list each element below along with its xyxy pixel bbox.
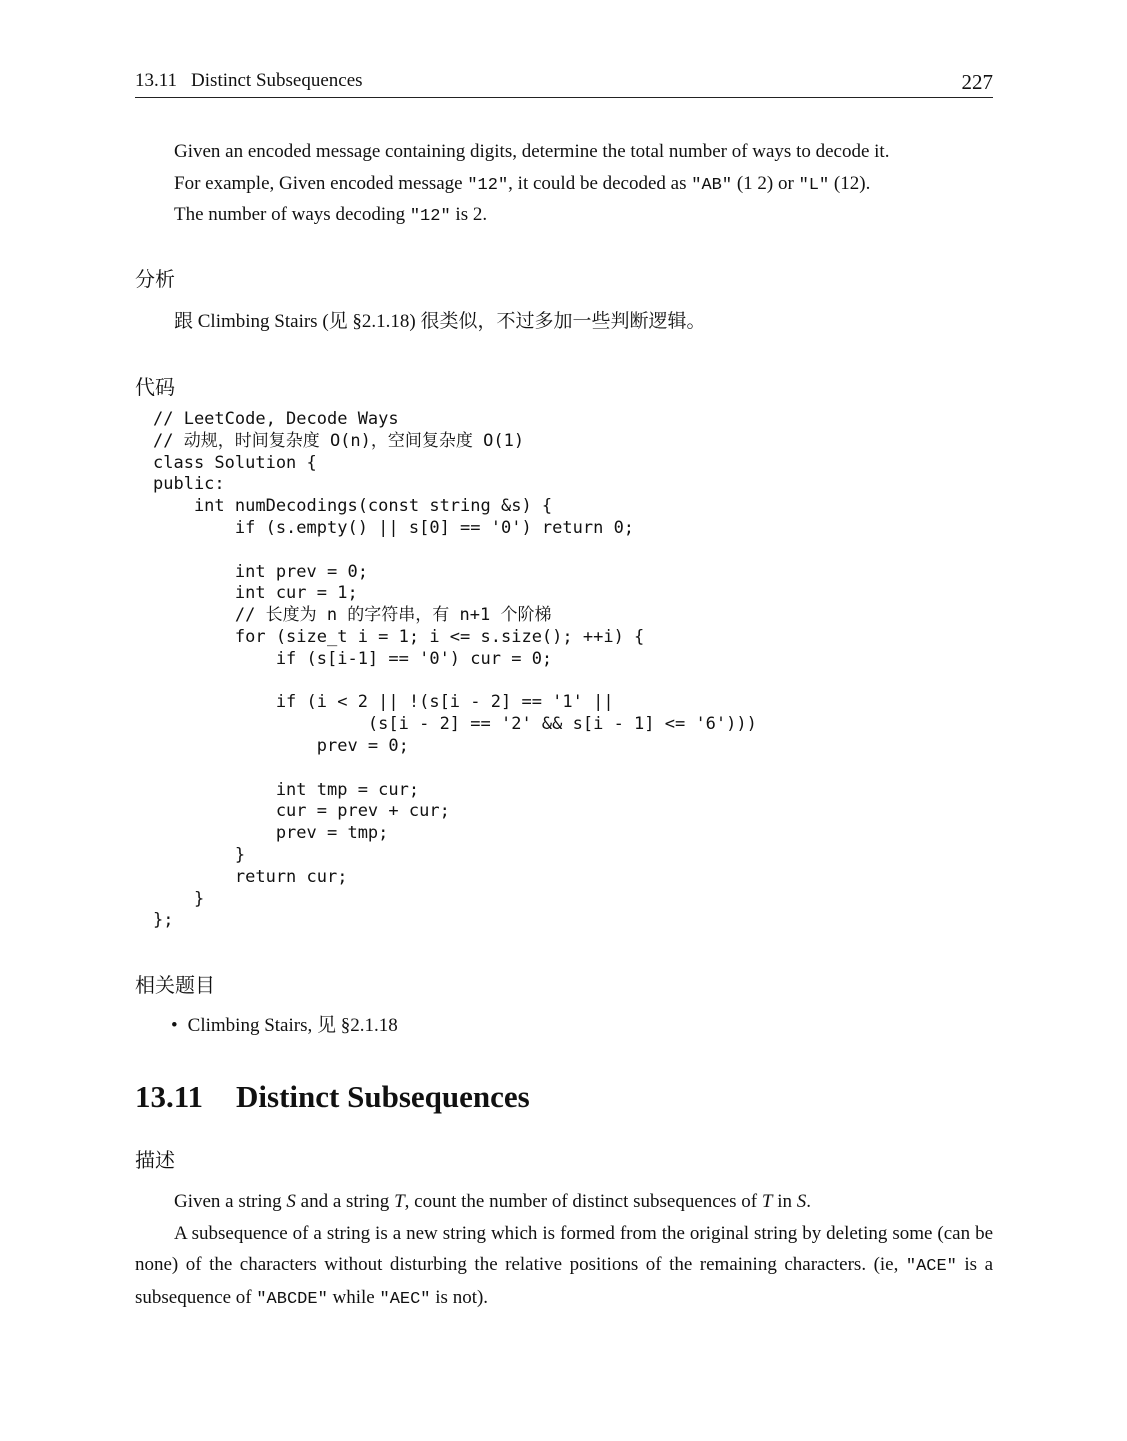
code-line: } bbox=[153, 844, 246, 865]
text-run: in bbox=[772, 1191, 797, 1212]
code-line: int numDecodings(const string &s) { bbox=[153, 496, 553, 517]
text-run: is not). bbox=[430, 1287, 489, 1308]
page-number: 227 bbox=[961, 70, 993, 94]
code-line: prev = tmp; bbox=[153, 823, 389, 844]
analysis-text: 跟 Climbing Stairs (见 §2.1.18) 很类似，不过多加一些判断逻辑。 bbox=[174, 311, 706, 332]
code-line bbox=[153, 540, 757, 562]
header-section-title: Distinct Subsequences bbox=[191, 70, 363, 91]
related-list-item bbox=[171, 1012, 398, 1040]
code-line bbox=[153, 758, 757, 780]
text-run: Given a string bbox=[174, 1191, 287, 1212]
code-line: public: bbox=[153, 474, 225, 495]
code-line: int tmp = cur; bbox=[153, 779, 420, 800]
text-run: , count the number of distinct subsequences of bbox=[404, 1191, 762, 1212]
code-heading: 代码 bbox=[135, 375, 175, 399]
code-line: int cur = 1; bbox=[153, 583, 358, 604]
code-line: if (i < 2 || !(s[i - 2] == '1' || bbox=[153, 692, 614, 713]
code-line: int prev = 0; bbox=[153, 561, 368, 582]
intro-line-2 bbox=[135, 168, 993, 201]
inline-code: "AB" bbox=[691, 176, 733, 195]
code-line: // LeetCode, Decode Ways bbox=[153, 409, 399, 429]
text-run: while bbox=[327, 1287, 380, 1308]
text-run: is a subsequence of bbox=[135, 1254, 994, 1308]
code-block bbox=[153, 409, 757, 932]
code-line: prev = 0; bbox=[153, 735, 409, 756]
code-line: return cur; bbox=[153, 866, 348, 887]
code-line: } bbox=[153, 888, 205, 909]
math-var: S bbox=[286, 1191, 296, 1212]
intro-line-3 bbox=[135, 199, 993, 232]
text-run: (1 2) or bbox=[732, 173, 799, 194]
text-run: The number of ways decoding bbox=[174, 204, 410, 225]
inline-code: "12" bbox=[467, 176, 509, 195]
section-title: Distinct Subsequences bbox=[236, 1079, 530, 1114]
header-section-number: 13.11 bbox=[135, 70, 178, 91]
text-run: and a string bbox=[295, 1191, 395, 1212]
header-section bbox=[135, 70, 363, 92]
inline-code: "12" bbox=[409, 207, 451, 226]
inline-code: "AEC" bbox=[379, 1290, 431, 1309]
code-line: if (s.empty() || s[0] == '0') return 0; bbox=[153, 517, 635, 538]
text-run: A subsequence of a string is a new string which is formed from the original string by deleting some (can be none) of the characters without disturbing the relative positions of the remaining characters. (ie, bbox=[135, 1223, 993, 1275]
section-heading bbox=[135, 1079, 530, 1115]
description-heading: 描述 bbox=[135, 1148, 175, 1172]
text-run: , it could be decoded as bbox=[508, 173, 692, 194]
running-header bbox=[135, 70, 993, 98]
inline-code: "L" bbox=[798, 176, 830, 195]
description-para-2 bbox=[135, 1218, 993, 1315]
description-para-1 bbox=[135, 1186, 993, 1217]
math-var: T bbox=[394, 1191, 405, 1212]
related-heading: 相关题目 bbox=[135, 973, 215, 997]
bullet-icon: • bbox=[171, 1015, 178, 1036]
code-line: cur = prev + cur; bbox=[153, 801, 450, 822]
text-run: For example, Given encoded message bbox=[174, 173, 468, 194]
code-line: for (size_t i = 1; i <= s.size(); ++i) { bbox=[153, 626, 645, 647]
code-line: (s[i - 2] == '2' && s[i - 1] <= '6'))) bbox=[153, 714, 757, 735]
math-var: S bbox=[796, 1191, 807, 1212]
code-line: class Solution { bbox=[153, 452, 317, 473]
code-line: // 长度为 n 的字符串，有 n+1 个阶梯 bbox=[153, 605, 552, 626]
text-run: . bbox=[806, 1191, 811, 1212]
section-number: 13.11 bbox=[135, 1079, 204, 1114]
math-var: T bbox=[761, 1191, 773, 1212]
code-line bbox=[153, 671, 757, 693]
code-line: if (s[i-1] == '0') cur = 0; bbox=[153, 648, 553, 669]
related-item-text: Climbing Stairs, 见 §2.1.18 bbox=[187, 1015, 398, 1036]
analysis-heading: 分析 bbox=[135, 267, 175, 291]
intro-line-1: Given an encoded message containing digits, determine the total number of ways to decode it. bbox=[174, 141, 890, 162]
text-run: is 2. bbox=[450, 204, 488, 225]
inline-code: "ACE" bbox=[905, 1257, 957, 1276]
code-line: }; bbox=[153, 910, 174, 931]
text-run: (12). bbox=[829, 173, 871, 194]
code-line: // 动规，时间复杂度 O(n)，空间复杂度 O(1) bbox=[153, 430, 525, 451]
inline-code: "ABCDE" bbox=[256, 1290, 328, 1309]
